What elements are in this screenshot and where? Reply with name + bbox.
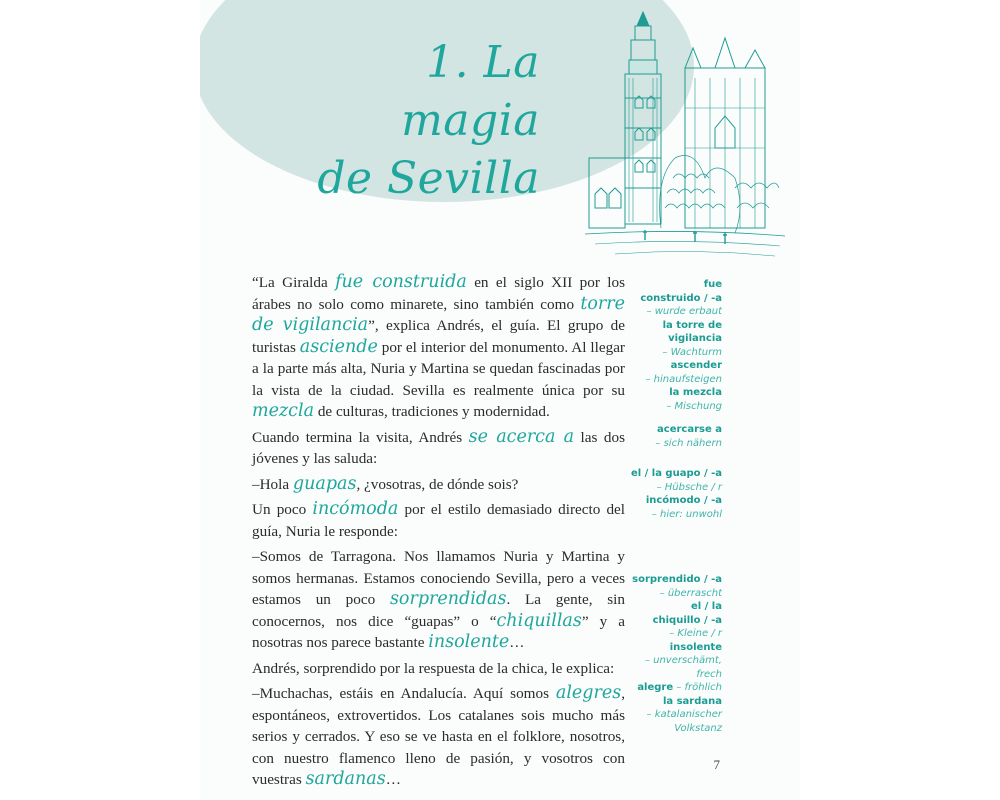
gloss-term: alegre <box>637 682 674 693</box>
gloss-term: vigilancia <box>668 333 722 344</box>
gloss-translation: Volkstanz <box>674 722 722 734</box>
gloss-translation: – Hübsche / r <box>656 481 722 493</box>
glossary-group <box>600 573 722 735</box>
chapter-title-line2: de Sevilla <box>317 153 540 204</box>
paragraph <box>252 658 625 680</box>
gloss-translation: – unverschämt, <box>644 655 722 666</box>
page-number: 7 <box>713 757 720 772</box>
gloss-term: el / la <box>690 601 722 612</box>
text-run: ” y a nosotras nos parece bastante <box>252 612 625 651</box>
gloss-entry <box>600 681 722 695</box>
text-run: –Somos de Tarragona. Nos llamamos Nuria y Martina y somos hermanas. Estamos conociendo Sevilla, pero a veces estamos un poco <box>252 548 625 608</box>
paragraph <box>252 546 625 654</box>
gloss-translation: – Wachturm <box>662 346 722 358</box>
gloss-translation: – überrascht <box>659 587 722 599</box>
glossary-group <box>600 467 722 521</box>
gloss-translation: – katalanischer <box>646 709 722 720</box>
gloss-term: insolente <box>669 641 722 653</box>
text-run: –Muchachas, estáis en Andalucía. Aquí somos <box>252 685 556 702</box>
text-run: las dos jóvenes y las saluda: <box>252 428 625 467</box>
glossary-group <box>600 278 722 413</box>
text-run: . La gente, sin conocernos, nos dice “guapas” o “ <box>252 591 625 630</box>
glossed-word: se acerca a <box>468 426 575 447</box>
gloss-term: sorprendido / -a <box>632 574 722 585</box>
text-run: por el interior del monumento. Al llegar a la parte más alta, Nuria y Martina se quedan fascinadas por la vista de la ciudad. Sevilla es realmente única por su <box>252 338 625 399</box>
text-run: “La Giralda <box>252 274 336 291</box>
paragraph <box>252 427 625 470</box>
paragraph <box>252 272 625 423</box>
glossed-word: asciende <box>299 336 378 357</box>
text-run: … <box>509 634 525 651</box>
text-run: , espontáneos, extrovertidos. Los catalanes sois mucho más serios y cerrados. Y eso se ve hasta en el folklore, nosotros, con nuestro flamenco lleno de pasión, y vosotros con vuestras <box>252 685 625 788</box>
story-text <box>252 272 625 791</box>
chapter-title-line1: 1. La magia <box>401 37 540 146</box>
chapter-title <box>300 34 540 208</box>
gloss-translation: – Mischung <box>666 400 722 412</box>
gloss-translation: – sich nähern <box>655 437 722 449</box>
gloss-term: la mezcla <box>669 387 722 398</box>
text-run: de culturas, tradiciones y modernidad. <box>314 403 550 420</box>
glossed-word: insolente <box>428 632 510 652</box>
text-run: –Hola <box>252 475 293 493</box>
gloss-term: la torre de <box>662 319 722 331</box>
gloss-term: chiquillo / -a <box>652 614 722 626</box>
gloss-term: acercarse a <box>657 424 722 435</box>
glossed-word: alegres <box>555 683 622 703</box>
glossed-word: fue construida <box>335 272 467 292</box>
gloss-term: la sardana <box>662 695 722 707</box>
paragraph <box>252 683 625 791</box>
text-run: , ¿vosotras, de dónde sois? <box>356 475 519 493</box>
gloss-term: fue <box>703 279 722 290</box>
text-run: por el estilo demasiado directo del guía, Nuria le responde: <box>252 501 625 540</box>
paragraph <box>252 474 625 496</box>
giralda-tower-engraving <box>585 8 785 268</box>
book-page <box>200 0 800 800</box>
gloss-translation: – fröhlich <box>673 682 722 693</box>
glossed-word: torre de vigilancia <box>252 293 625 335</box>
text-run: Andrés, sorprendido por la respuesta de la chica, le explica: <box>252 659 615 677</box>
text-run: en el siglo XII por los árabes no solo como minarete, sino también como <box>252 274 625 313</box>
text-run: … <box>385 771 401 788</box>
gloss-translation: frech <box>696 668 722 680</box>
gloss-term: construido / -a <box>640 292 722 304</box>
gloss-term: el / la guapo / -a <box>630 468 722 479</box>
gloss-translation: – hier: unwohl <box>651 508 722 520</box>
text-run: ”, explica Andrés, el guía. El grupo de turistas <box>252 317 625 356</box>
text-run: Un poco <box>252 501 313 518</box>
text-run: Cuando termina la visita, Andrés <box>252 428 469 446</box>
gloss-term: ascender <box>670 360 722 371</box>
glossed-word: mezcla <box>252 401 315 421</box>
glossary-group <box>600 423 722 450</box>
paragraph <box>252 499 625 542</box>
gloss-translation: – hinaufsteigen <box>645 373 722 385</box>
glossed-word: sardanas <box>305 769 386 789</box>
gloss-translation: – Kleine / r <box>669 628 722 639</box>
gloss-translation: – wurde erbaut <box>646 306 722 317</box>
glossed-word: chiquillas <box>496 610 582 631</box>
gloss-term: incómodo / -a <box>645 495 722 506</box>
glossed-word: sorprendidas <box>389 589 507 609</box>
glossed-word: incómoda <box>312 499 399 519</box>
glossed-word: guapas <box>292 473 357 494</box>
